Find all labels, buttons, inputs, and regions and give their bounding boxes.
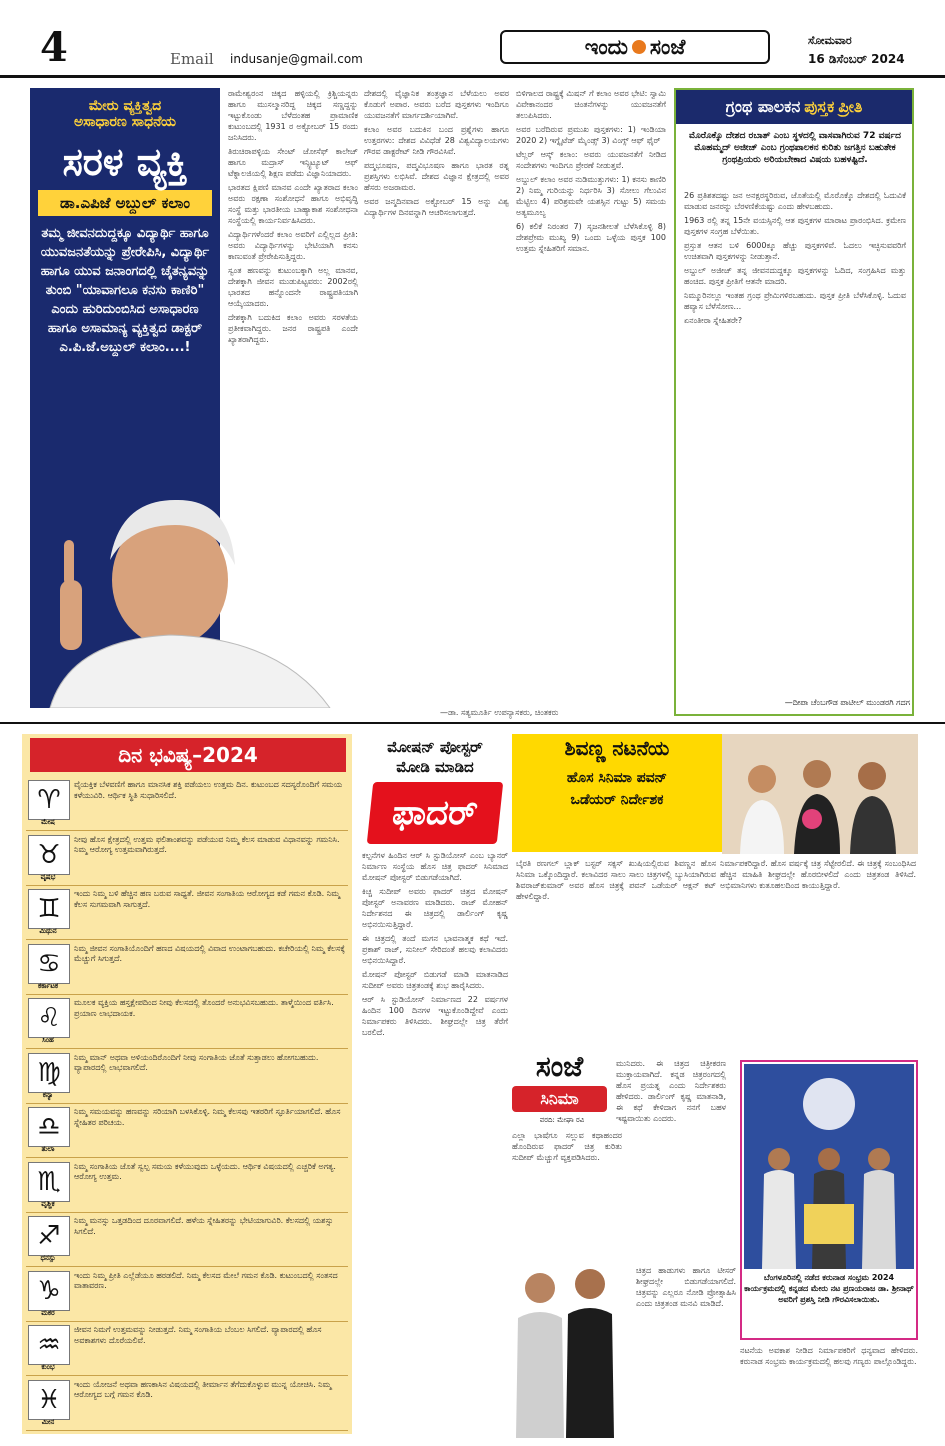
zodiac-sign-name: ಕರ್ಕಾಟಕ — [37, 981, 59, 990]
kalam-kicker-1: ಮೇರು ವ್ಯಕ್ತಿತ್ವದ — [88, 98, 162, 114]
horoscope-sign-row — [26, 887, 348, 940]
father-body — [362, 850, 508, 1430]
email-label: Email — [170, 50, 214, 68]
zodiac-icon: ♉ — [28, 835, 70, 875]
zodiac-prediction: ಇಂದು ನಿಮ್ಮ ಪ್ರೀತಿ ಎಲ್ಲೆಡೆಯೂ ಹರಡಲಿದೆ. ನಿಮ್ಮ ಕೆಲಸದ ಮೇಲೆ ಗಮನ ಕೊಡಿ. ಕುಟುಂಬದಲ್ಲಿ ಸಂತಸದ ವಾತಾವರಣ. — [74, 1270, 338, 1290]
zodiac-prediction: ನಿಮ್ಮ ಸಮಯವನ್ನು ಹಣವನ್ನು ಸರಿಯಾಗಿ ಬಳಸಿಕೊಳ್ಳಿ. ನಿಮ್ಮ ಕೆಲಸವು ಇತರರಿಗೆ ಸ್ಫೂರ್ತಿಯಾಗಲಿದೆ. ಹೊಸ ಸ್ನೇಹಿತರ ಪರಿಚಯ. — [74, 1107, 341, 1127]
horoscope-sign-row — [26, 1051, 348, 1104]
father-para: ಈ ಚಿತ್ರದಲ್ಲಿ ತಂದೆ ಮಗನ ಭಾವನಾತ್ಮಕ ಕಥೆ ಇದೆ. ಪ್ರಕಾಶ್ ರಾಜ್, ಸುನೀಲ್ ಸೇರಿದಂತೆ ಹಲವು ಕಲಾವಿದರು ಅಭಿನಯಿಸಿದ್ದಾರೆ. — [362, 934, 508, 965]
email-address: indusanje@gmail.com — [230, 52, 363, 66]
grantha-para: ನಿಮ್ಮೂರಿನಲ್ಲೂ ಇಂತಹ ಗ್ರಂಥ ಪ್ರೇಮಿಗಳಿರಬಹುದು. ಪುಸ್ತಕ ಪ್ರೀತಿ ಬೆಳೆಸಿಕೊಳ್ಳಿ. ಓದುವ ಹವ್ಯಾಸ ಬೆಳೆಸೋಣ... — [684, 291, 906, 311]
shivanna-body-2: ನಿರ್ಮಾಪಕರಿದ್ದಾರೆ. ಹೊಸ ವರ್ಷಕ್ಕೆ ಚಿತ್ರ ಸೆಟ್ಟೇರಲಿದೆ. ಈ ಚಿತ್ರಕ್ಕೆ ಸಂಬಂಧಿಸಿದ ಹೆಚ್ಚಿನ ಮಾಹಿತಿ ಶೀಘ್ರದಲ್ಲೇ ಹೊರಬೀಳಲಿದೆ ಎಂದು ಚಿತ್ರತಂಡ ತಿಳಿಸಿದೆ. ಅಭಿಮಾನಿಗಳು ಕುತೂಹಲದಿಂದ ಕಾಯುತ್ತಿದ್ದಾರೆ. — [720, 859, 916, 890]
kalam-col1-para: ಸ್ವಂತ ಹಣವನ್ನು ಕುಟುಂಬಕ್ಕಾಗಿ ಅಲ್ಲ ಮಾನವ, ದೇಶಕ್ಕಾಗಿ ಜೀವನ ಮುಡುಪಿಟ್ಟವರು: 2002ರಲ್ಲಿ ಭಾರತದ ಹನ್ನೊಂದನೇ ರಾಷ್ಟ್ರಪತಿಯಾಗಿ ಆಯ್ಕೆಯಾದರು. — [228, 266, 358, 308]
zodiac-icon: ♐ — [28, 1216, 70, 1256]
zodiac-prediction: ನಿಮ್ಮ ಮಾನ್ ಅಥವಾ ಅಳಿಯಂದಿರೊಂದಿಗೆ ನೀವು ಸಂಗಾತಿಯ ಜೊತೆ ಸುತ್ತಾಡಲು ಹೋಗಬಹುದು. ವ್ಯಾಪಾರದಲ್ಲಿ ಲಾಭವಾಗಲಿದೆ. — [74, 1052, 319, 1072]
award-ceremony-photo — [744, 1064, 914, 1269]
grantha-heading-a: ಗ್ರಂಥ ಪಾಲಕನ — [725, 97, 801, 116]
father-headline-2: ಮೋಡಿ ಮಾಡಿದ — [396, 758, 474, 776]
masthead-left: ಇಂದು — [584, 34, 628, 59]
kalam-col3-para: ಅವರ ಬರೆದಿರುವ ಪ್ರಮುಖ ಪುಸ್ತಕಗಳು: 1) ಇಂಡಿಯಾ 2020 2) ಇಗ್ನೈಟೆಡ್ ಮೈಂಡ್ಸ್ 3) ವಿಂಗ್ಸ್ ಆಫ್ ಫೈರ್ — [516, 125, 666, 145]
zodiac-prediction: ಇಂದು ನಿಮ್ಮ ಬಳಿ ಹೆಚ್ಚಿನ ಹಣ ಬರುವ ಸಾಧ್ಯತೆ. ಜೀವನ ಸಂಗಾತಿಯ ಆರೋಗ್ಯದ ಕಡೆ ಗಮನ ಕೊಡಿ. ನಿಮ್ಮ ಕೆಲಸ ಸುಗಮವಾಗಿ ಸಾಗುತ್ತದೆ. — [74, 889, 340, 909]
zodiac-prediction: ನೀವು ಹೊಸ ಕ್ಷೇತ್ರದಲ್ಲಿ ಉತ್ತಮ ಫಲಿತಾಂಶವನ್ನು ಪಡೆಯುವ ನಿಮ್ಮ ಕೆಲಸ ಮಾಡುವ ವಿಧಾನವನ್ನು ಗಮನಿಸಿ. ನಿಮ್ಮ ಆರೋಗ್ಯ ಉತ್ತಮವಾಗಿರುತ್ತದೆ. — [74, 834, 340, 854]
father-title-badge: ಫಾದರ್ — [367, 782, 504, 844]
zodiac-icon: ♈ — [28, 780, 70, 820]
zodiac-sign-name: ತುಲಾ — [41, 1145, 55, 1153]
kalam-col1-para: ದೇಶಕ್ಕಾಗಿ ಬದುಕಿದ ಕಲಾಂ ಅವರು ಸರಳತೆಯ ಪ್ರತೀಕವಾಗಿದ್ದರು. ಜನರ ರಾಷ್ಟ್ರಪತಿ ಎಂದೇ ಖ್ಯಾತರಾಗಿದ್ದರು. — [228, 313, 358, 344]
father-para: ಮೋಷನ್ ಪೋಸ್ಟರ್ ಬಿಡುಗಡೆ ಮಾಡಿ ಮಾತನಾಡಿದ ಸುದೀಪ್ ಅವರು ಚಿತ್ರತಂಡಕ್ಕೆ ಶುಭ ಹಾರೈಸಿದರು. — [362, 970, 508, 990]
horoscope-sign-row — [26, 942, 348, 995]
zodiac-icon: ♊ — [28, 889, 70, 929]
kalam-column-2 — [364, 88, 509, 708]
horoscope-sign-row — [26, 1105, 348, 1158]
kalam-col2-para: ದೇಶದಲ್ಲಿ ವೈಜ್ಞಾನಿಕ ತಂತ್ರಜ್ಞಾನ ಬೆಳೆಯಲು ಅವರ ಕೊಡುಗೆ ಅಪಾರ. ಅವರು ಬರೆದ ಪುಸ್ತಕಗಳು ಇಂದಿಗೂ ಯುವಜನತೆಗೆ ಮಾರ್ಗದರ್ಶಿಯಾಗಿವೆ. — [364, 89, 509, 120]
horoscope-sign-row — [26, 1269, 348, 1322]
horoscope-sign-row — [26, 996, 348, 1049]
sanje-cinema-byline: ವರದಿ: ಮೇಘಾ ರವಿ — [539, 1116, 585, 1124]
award-caption: ಬೆಂಗಳೂರಿನಲ್ಲಿ ನಡೆದ ಕರುನಾಡ ಸಂಭ್ರಮ 2024 ಕಾರ್ಯಕ್ರಮದಲ್ಲಿ ಕನ್ನಡದ ಮೇರು ನಟ ಪ್ರಣಯರಾಜ ಡಾ. ಶ್ರೀನಾಥ್ ಅವರಿಗೆ ಪ್ರಶಸ್ತಿ ನೀಡಿ ಗೌರವಿಸಲಾಯಿತು. — [744, 1273, 914, 1304]
grantha-heading-c: ಪ್ರೀತಿ — [838, 97, 863, 116]
zodiac-sign-name: ಮೀನ — [41, 1417, 55, 1426]
section-divider — [0, 722, 945, 724]
zodiac-icon: ♌ — [28, 998, 70, 1038]
kalam-col2-para: ಕಲಾಂ ಅವರ ಬದುಕಿನ ಬಂದ ಪ್ರಶ್ನೆಗಳು ಹಾಗೂ ಉತ್ತರಗಳು: ದೇಶದ ವಿವಿಧೆಡೆ 28 ವಿಶ್ವವಿದ್ಯಾಲಯಗಳು ಗೌರವ ಡಾಕ್ಟರೇಟ್ ನೀಡಿ ಗೌರವಿಸಿವೆ. — [364, 125, 509, 156]
zodiac-sign-name: ಮಿಥುನ — [39, 927, 57, 935]
horoscope-heading: ದಿನ ಭವಿಷ್ಯ–2024 — [30, 738, 346, 772]
kalam-col2-para: ಅವರ ಜನ್ಮದಿನವಾದ ಅಕ್ಟೋಬರ್ 15 ಅನ್ನು ವಿಶ್ವ ವಿದ್ಯಾರ್ಥಿಗಳ ದಿನವನ್ನಾಗಿ ಆಚರಿಸಲಾಗುತ್ತದೆ. — [364, 197, 509, 217]
sudeep-raj-photo — [498, 1248, 633, 1438]
shivanna-title: ಶಿವಣ್ಣ ನಟನೆಯ — [564, 736, 670, 760]
father-para: ಕಲ್ಪನೆಗಳ ಹಿಂದಿನ ಆರ್ ಸಿ ಸ್ಟುಡಿಯೋಸ್ ಎಂಬ ಬ್ಯಾನರ್ ನಿರ್ಮಾಣ ಸಂಸ್ಥೆಯ ಹೊಸ ಚಿತ್ರ ಫಾದರ್ ಸಿನಿಮಾದ ಮೋಷನ್ ಪೋಸ್ಟರ್ ಬಿಡುಗಡೆಯಾಗಿದೆ. — [362, 851, 508, 882]
grantha-body — [684, 190, 906, 690]
father-para: ಆರ್ ಸಿ ಸ್ಟುಡಿಯೋಸ್ ನಿರ್ಮಾಣದ 22 ವರ್ಷಗಳ ಹಿಂದಿನ 100 ದಿನಗಳ ಇಟ್ಟುಕೊಂಡಿದ್ದೇವೆ ಎಂದು ನಿರ್ಮಾಪಕರು ತಿಳಿಸಿದರು. ಶೀಘ್ರದಲ್ಲೇ ಚಿತ್ರ ತೆರೆಗೆ ಬರಲಿದೆ. — [362, 995, 508, 1037]
shivanna-subtitle-2: ಒಡೆಯರ್ ನಿರ್ದೇಶಕ — [570, 792, 664, 808]
zodiac-prediction: ನಿಮ್ಮ ಮನಸ್ಸು ಒತ್ತಡದಿಂದ ದೂರವಾಗಲಿದೆ. ಹಳೆಯ ಸ್ನೇಹಿತರನ್ನು ಭೇಟಿಯಾಗುವಿರಿ. ಕೆಲಸದಲ್ಲಿ ಯಶಸ್ಸು ಸಿಗಲಿದೆ. — [74, 1216, 334, 1236]
zodiac-prediction: ಮೂಲಕ ವ್ಯಕ್ತಿಯ ಹಸ್ತಕ್ಷೇಪದಿಂದ ನೀವು ಕೆಲಸದಲ್ಲಿ ತೊಂದರೆ ಅನುಭವಿಸಬಹುದು. ತಾಳ್ಮೆಯಿಂದ ವರ್ತಿಸಿ. ಪ್ರಯಾಣ ಲಾಭದಾಯಕ. — [74, 998, 334, 1018]
zodiac-icon: ♋ — [28, 944, 70, 984]
zodiac-prediction: ನಿಮ್ಮ ಸಂಗಾತಿಯ ಜೊತೆ ಸ್ವಲ್ಪ ಸಮಯ ಕಳೆಯುವುದು ಒಳ್ಳೆಯದು. ಆರ್ಥಿಕ ವಿಷಯದಲ್ಲಿ ಎಚ್ಚರಿಕೆ ಅಗತ್ಯ. ಆರೋಗ್ಯ ಉತ್ತಮ. — [74, 1161, 336, 1181]
kalam-col1-para: ರಾಮೇಶ್ವರಂನ ಚಿಕ್ಕದ ಹಳ್ಳಿಯಲ್ಲಿ ಕ್ರಿಶ್ಚಿಯನ್ನರು ಹಾಗೂ ಮುಸಲ್ಮಾನರಿದ್ದ ಚಿಕ್ಕದ ಸಣ್ಣದ್ದನ್ನು ಇಟ್ಟುಕೊಂಡು ಬೆಳೆದಂತಹ ಪ್ರಾಮಾಣಿಕ ಕುಟುಂಬದಲ್ಲಿ 1931 ರ ಅಕ್ಟೋಬರ್ 15 ರಂದು ಜನಿಸಿದರು. — [228, 89, 358, 142]
sanje-cinema-column-2: ಮುನಿದರು. ಈ ಚಿತ್ರದ ಚಿತ್ರೀಕರಣ ಮುಕ್ತಾಯವಾಗಿದೆ. ಕನ್ನಡ ಚಿತ್ರರಂಗದಲ್ಲಿ ಹೊಸ ಪ್ರಯತ್ನ ಎಂದು ನಿರ್ದೇಶಕರು ಹೇಳಿದರು. ಡಾರ್ಲಿಂಗ್ ಕೃಷ್ಣ ಮಾತನಾಡಿ, ಈ ಕಥೆ ಕೇಳಿದಾಗ ನನಗೆ ಬಹಳ ಇಷ್ಟವಾಯಿತು ಎಂದರು. — [616, 1059, 726, 1123]
zodiac-prediction: ವೈಯಕ್ತಿಕ ಬೆಳವಣಿಗೆ ಹಾಗೂ ಮಾನಸಿಕ ಶಕ್ತಿ ಪಡೆಯಲು ಉತ್ತಮ ದಿನ. ಕುಟುಂಬದ ಸದಸ್ಯರೊಂದಿಗೆ ಸಮಯ ಕಳೆಯುವಿರಿ. ಆರ್ಥಿಕ ಸ್ಥಿತಿ ಸುಧಾರಿಸಲಿದೆ. — [74, 780, 343, 800]
zodiac-sign-name: ಮಕರ — [41, 1308, 55, 1317]
page-header — [0, 0, 945, 78]
kalam-col3-para: ಬಿಳಿಗಾಲದ ರಾಷ್ಟ್ರಕ್ಕೆ ಮಿಷನ್ ಗೆ ಕಲಾಂ ಅವರ ಭೇಟಿ: ಸ್ವಾಮಿ ವಿವೇಕಾನಂದರ ಚಿಂತನೆಗಳನ್ನು ಯುವಜನತೆಗೆ ತಲುಪಿಸಿದರು. — [516, 89, 666, 120]
horoscope-sign-row — [26, 1378, 348, 1431]
zodiac-sign-name: ವೃಷಭ — [40, 872, 56, 881]
kalam-col3-para: ಅಬ್ದುಲ್ ಕಲಾಂ ಅವರ ನುಡಿಮುತ್ತುಗಳು: 1) ಕನಸು ಕಾಣಿರಿ 2) ನಿಮ್ಮ ಗುರಿಯನ್ನು ನಿರ್ಧರಿಸಿ 3) ಸೋಲು ಗೆಲುವಿನ ಮೆಟ್ಟಿಲು 4) ಪರಿಶ್ರಮವೇ ಯಶಸ್ಸಿನ ಗುಟ್ಟು 5) ಸಮಯ ಅತ್ಯಮೂಲ್ಯ — [516, 175, 666, 217]
kalam-col2-para: ಪದ್ಮಭೂಷಣ, ಪದ್ಮವಿಭೂಷಣ ಹಾಗೂ ಭಾರತ ರತ್ನ ಪ್ರಶಸ್ತಿಗಳು ಲಭಿಸಿವೆ. ದೇಶದ ವಿಜ್ಞಾನ ಕ್ಷೇತ್ರದಲ್ಲಿ ಅವರ ಹೆಸರು ಅಜರಾಮರ. — [364, 161, 509, 192]
horoscope-sign-row — [26, 1214, 348, 1267]
kalam-column-1 — [228, 88, 358, 708]
shivanna-group-photo — [722, 734, 918, 854]
zodiac-prediction: ಇಂದು ಯೋಜನೆ ಅಥವಾ ಹಣಕಾಸಿನ ವಿಷಯದಲ್ಲಿ ತೀರ್ಮಾನ ತೆಗೆದುಕೊಳ್ಳುವ ಮುನ್ನ ಯೋಚಿಸಿ. ನಿಮ್ಮ ಆರೋಗ್ಯದ ಬಗ್ಗೆ ಗಮನ ಕೊಡಿ. — [74, 1379, 332, 1399]
grantha-para: ಅಬ್ದುಲ್ ಅಜೀಜ್ ತನ್ನ ಜೀವನದುದ್ದಕ್ಕೂ ಪುಸ್ತಕಗಳನ್ನು ಓದಿದ, ಸಂಗ್ರಹಿಸಿದ ಮತ್ತು ಹಂಚಿದ. ಪುಸ್ತಕ ಪ್ರೀತಿಗೆ ಆತನೇ ಮಾದರಿ. — [684, 266, 906, 286]
kalam-col1-para: ತಿರುಚಿರಾಪಳ್ಳಿಯ ಸೇಂಟ್ ಜೋಸೆಫ್ ಕಾಲೇಜ್ ಹಾಗೂ ಮದ್ರಾಸ್ ಇನ್ಸ್ಟಿಟ್ಯೂಟ್ ಆಫ್ ಟೆಕ್ನಾಲಜಿಯಲ್ಲಿ ಶಿಕ್ಷಣ ಪಡೆದು ವಿಜ್ಞಾನಿಯಾದರು. — [228, 147, 358, 178]
horoscope-sign-row — [26, 1323, 348, 1376]
kalam-column-3 — [516, 88, 666, 708]
sanje-cinema-logo-bottom: ಸಿನಿಮಾ — [512, 1086, 607, 1112]
shivanna-subtitle-1: ಹೊಸ ಸಿನಿಮಾ ಪವನ್ — [566, 770, 668, 786]
zodiac-icon: ♒ — [28, 1325, 70, 1365]
grantha-para: ಪ್ರಸ್ತುತ ಆತನ ಬಳಿ 6000ಕ್ಕೂ ಹೆಚ್ಚು ಪುಸ್ತಕಗಳಿವೆ. ಓದಲು ಇಚ್ಛಿಸುವವರಿಗೆ ಉಚಿತವಾಗಿ ಪುಸ್ತಕಗಳನ್ನು ನೀಡುತ್ತಾನೆ. — [684, 241, 906, 261]
sanje-cinema-logo-top: ಸಂಜೆ — [535, 1050, 584, 1083]
grantha-heading — [676, 90, 912, 124]
zodiac-icon: ♎ — [28, 1107, 70, 1147]
sanje-cinema-column-1: ಎಲ್ಲಾ ಭಾಷೆಗೂ ಸಲ್ಲುವ ಕಥಾಹಂದರ ಹೊಂದಿರುವ ಫಾದರ್ ಚಿತ್ರ ಕುರಿತು ಸುದೀಪ್ ಮೆಚ್ಚುಗೆ ವ್ಯಕ್ತಪಡಿಸಿದರು. — [512, 1131, 622, 1162]
kalam-name: ಡಾ.ಎಪಿಜೆ ಅಬ್ದುಲ್ ಕಲಾಂ — [38, 190, 212, 216]
kalam-kicker-2: ಅಸಾಧಾರಣ ಸಾಧನೆಯ — [73, 114, 177, 130]
father-headline-1: ಮೋಷನ್ ಪೋಸ್ಟರ್ — [387, 738, 483, 756]
kalam-col1-para: ವಿದ್ಯಾರ್ಥಿಗಳೆಂದರೆ ಕಲಾಂ ಅವರಿಗೆ ಎಲ್ಲಿಲ್ಲದ ಪ್ರೀತಿ: ಅವರು ವಿದ್ಯಾರ್ಥಿಗಳನ್ನು ಭೇಟಿಯಾಗಿ ಕನಸು ಕಾಣುವಂತೆ ಪ್ರೇರೇಪಿಸುತ್ತಿದ್ದರು. — [228, 230, 358, 261]
horoscope-sign-row — [26, 1160, 348, 1213]
grantha-heading-b: ಪುಸ್ತಕ — [804, 97, 835, 116]
masthead-logo — [500, 30, 770, 64]
zodiac-icon: ♏ — [28, 1162, 70, 1202]
zodiac-icon: ♑ — [28, 1271, 70, 1311]
zodiac-sign-name: ಮೇಷ — [41, 818, 55, 826]
page-number: 4 — [40, 24, 68, 71]
shivanna-body-1: ಬೈರತಿ ರಣಗಲ್ ಬ್ಲಾಕ್ ಬಸ್ಟರ್ ಸಕ್ಸಸ್ ಖುಷಿಯಲ್ಲಿರುವ ಶಿವಣ್ಣನ ಹೊಸ ಸಿನಿಮಾ ಒಕ್ಕೊಂದಿದ್ದಾರೆ. ಕಲಾವಿದರ ಸಾಲು ಸಾಲು ಚಿತ್ರಗಳಲ್ಲಿ ಬ್ಯುಸಿಯಾಗಿರುವ ಶಿವರಾಜ್‌ಕುಮಾರ್ ಅವರ ಹೊಸ ಚಿತ್ರಕ್ಕೆ ಪವನ್ ಒಡೆಯರ್ ಆಕ್ಷನ್ ಕಟ್ ಹೇಳಲಿದ್ದಾರೆ. — [516, 859, 716, 901]
grantha-lead: ಮೊರೊಕ್ಕೊ ದೇಶದ ರಬಾತ್ ಎಂಬ ಸ್ಥಳದಲ್ಲಿ ವಾಸವಾಗಿರುವ 72 ವರ್ಷದ ಮೊಹಮ್ಮದ್ ಅಜೀಜ್ ಎಂಬ ಗ್ರಂಥಪಾಲಕನ ಕುರಿತು ಜಗತ್ತಿನ ಬಹುತೇಕ ಗ್ರಂಥಪ್ರಿಯರು ಅರಿಯಬೇಕಾದ ವಿಷಯ ಬಹಳಷ್ಟಿದೆ. — [689, 131, 901, 165]
kalam-col3-para: 6) ಕಲಿಕೆ ನಿರಂತರ 7) ಸೃಜನಶೀಲತೆ ಬೆಳೆಸಿಕೊಳ್ಳಿ 8) ದೇಶಪ್ರೇಮ ಮುಖ್ಯ 9) ಒಂದು ಒಳ್ಳೆಯ ಪುಸ್ತಕ 100 ಉತ್ತಮ ಸ್ನೇಹಿತರಿಗೆ ಸಮಾನ. — [516, 222, 666, 253]
zodiac-prediction: ಜೀವನ ನಿಮಗೆ ಉತ್ತಮವನ್ನು ನೀಡುತ್ತದೆ. ನಿಮ್ಮ ಸಂಗಾತಿಯ ಬೆಂಬಲ ಸಿಗಲಿದೆ. ವ್ಯಾಪಾರದಲ್ಲಿ ಹೊಸ ಅವಕಾಶಗಳು ದೊರೆಯಲಿವೆ. — [74, 1325, 322, 1345]
masthead-right: ಸಂಜೆ — [649, 34, 686, 59]
horoscope-sign-row — [26, 833, 348, 886]
grantha-para: 26 ಪ್ರತಿಶತದಷ್ಟು ಜನ ಅನಕ್ಷರಸ್ಥರಿರುವ, ಜೊತೆಯಲ್ಲಿ ಮೊರೊಕ್ಕೊ ದೇಶದಲ್ಲಿ ಓದುವಿಕೆ ಮಾಡುವ ಜನರನ್ನು ಬೆರಳಣಿಕೆಯಷ್ಟು ಎಂದು ಹೇಳಬಹುದು. — [684, 191, 906, 211]
zodiac-sign-name: ಸಿಂಹ — [42, 1036, 54, 1044]
kalam-lead: ತಮ್ಮ ಜೀವನದುದ್ದಕ್ಕೂ ವಿದ್ಯಾರ್ಥಿ ಹಾಗೂ ಯುವಜನತೆಯನ್ನು ಪ್ರೇರೇಪಿಸಿ, ವಿದ್ಯಾರ್ಥಿ ಹಾಗೂ ಯುವ ಜನಾಂಗದಲ್ಲಿ ಚೈತನ್ಯವನ್ನು ತುಂಬಿ "ಯಾವಾಗಲೂ ಕನಸು ಕಾಣಿರಿ" ಎಂದು ಹುರಿದುಂಬಿಸಿದ ಅಸಾಧಾರಣ ಹಾಗೂ ಅಸಾಮಾನ್ಯ ವ್ಯಕ್ತಿತ್ವದ ಡಾಕ್ಟರ್ ಎ.ಪಿ.ಜೆ.ಅಬ್ದುಲ್ ಕಲಾಂ....! — [40, 226, 210, 355]
zodiac-icon: ♓ — [28, 1380, 70, 1420]
issue-date: 16 ಡಿಸೆಂಬರ್ 2024 — [808, 52, 905, 66]
kalam-author-credit: —ಡಾ. ಸತ್ಯಮೂರ್ತಿ ಉಪನ್ಯಾಸಕರು, ಚಿಂತಕರು — [440, 708, 559, 717]
zodiac-sign-name: ವೃಶ್ಚಿಕ — [41, 1199, 55, 1208]
zodiac-sign-name: ಧನಸ್ಸು — [40, 1254, 56, 1262]
zodiac-sign-name: ಕನ್ಯಾ — [42, 1090, 54, 1099]
horoscope-sign-row — [26, 778, 348, 831]
zodiac-sign-name: ಕುಂಭ — [41, 1363, 55, 1371]
issue-day: ಸೋಮವಾರ — [808, 34, 852, 47]
father-para: ಕಿಚ್ಚ ಸುದೀಪ್ ಅವರು ಫಾದರ್ ಚಿತ್ರದ ಮೋಷನ್ ಪೋಸ್ಟರ್ ಅನಾವರಣ ಮಾಡಿದರು. ರಾಜ್ ಮೋಹನ್ ನಿರ್ದೇಶನದ ಈ ಚಿತ್ರದಲ್ಲಿ ಡಾರ್ಲಿಂಗ್ ಕೃಷ್ಣ ಅಭಿನಯಿಸುತ್ತಿದ್ದಾರೆ. — [362, 887, 508, 929]
kalam-title: ಸರಳ ವ್ಯಕ್ತಿ — [62, 140, 188, 184]
zodiac-icon: ♍ — [28, 1053, 70, 1093]
grantha-author-credit: —ದೀಪಾ ಚೆಂಬಗೌಡ ಪಾಟೀಲ್ ಮುಂಡರಗಿ ಗದಗ — [784, 698, 910, 707]
kalam-col3-para: ಟೆಲ್ಲರ್ ಆಸ್ಕ್ ಕಲಾಂ: ಅವರು ಯುವಜನತೆಗೆ ನೀಡಿದ ಸಂದೇಶಗಳು ಇಂದಿಗೂ ಪ್ರೇರಣೆ ನೀಡುತ್ತವೆ. — [516, 150, 666, 170]
grantha-para: 1963 ರಲ್ಲಿ ತನ್ನ 15ನೇ ವಯಸ್ಸಿನಲ್ಲಿ ಆತ ಪುಸ್ತಕಗಳ ಮಾರಾಟ ಪ್ರಾರಂಭಿಸಿದ. ಕ್ರಮೇಣ ಪುಸ್ತಕಗಳ ಸಂಗ್ರಹ ಬೆಳೆಯಿತು. — [684, 216, 906, 236]
sun-icon — [632, 40, 646, 54]
grantha-para: ಏನಂತೀರಾ ಸ್ನೇಹಿತರೇ? — [684, 316, 743, 325]
sanje-cinema-column-3: ಚಿತ್ರದ ಹಾಡುಗಳು ಹಾಗೂ ಟೀಸರ್ ಶೀಘ್ರದಲ್ಲೇ ಬಿಡುಗಡೆಯಾಗಲಿದೆ. ಚಿತ್ರವನ್ನು ಎಲ್ಲರೂ ನೋಡಿ ಪ್ರೋತ್ಸಾಹಿಸಿ ಎಂದು ಚಿತ್ರತಂಡ ಮನವಿ ಮಾಡಿದೆ. — [636, 1266, 736, 1308]
kalam-col1-para: ಭಾರತದ ಕ್ಷಿಪಣಿ ಮಾನವ ಎಂದೇ ಖ್ಯಾತರಾದ ಕಲಾಂ ಅವರು ರಕ್ಷಣಾ ಸಂಶೋಧನೆ ಹಾಗೂ ಅಭಿವೃದ್ಧಿ ಸಂಸ್ಥೆ ಮತ್ತು ಭಾರತೀಯ ಬಾಹ್ಯಾಕಾಶ ಸಂಶೋಧನಾ ಸಂಸ್ಥೆಯಲ್ಲಿ ಕಾರ್ಯನಿರ್ವಹಿಸಿದರು. — [228, 183, 358, 225]
sanje-cinema-column-4: ನಟನೆಯ ಅವಕಾಶ ನೀಡಿದ ನಿರ್ಮಾಪಕರಿಗೆ ಧನ್ಯವಾದ ಹೇಳಿದರು. ಕರುನಾಡ ಸಂಭ್ರಮ ಕಾರ್ಯಕ್ರಮದಲ್ಲಿ ಹಲವು ಗಣ್ಯರು ಪಾಲ್ಗೊಂಡಿದ್ದರು. — [740, 1346, 918, 1366]
zodiac-prediction: ನಿಮ್ಮ ಜೀವನ ಸಂಗಾತಿಯೊಂದಿಗೆ ಹಣದ ವಿಷಯದಲ್ಲಿ ವಿವಾದ ಉಂಟಾಗಬಹುದು. ಕಚೇರಿಯಲ್ಲಿ ನಿಮ್ಮ ಕೆಲಸಕ್ಕೆ ಮೆಚ್ಚುಗೆ ಸಿಗುತ್ತದೆ. — [74, 943, 345, 963]
